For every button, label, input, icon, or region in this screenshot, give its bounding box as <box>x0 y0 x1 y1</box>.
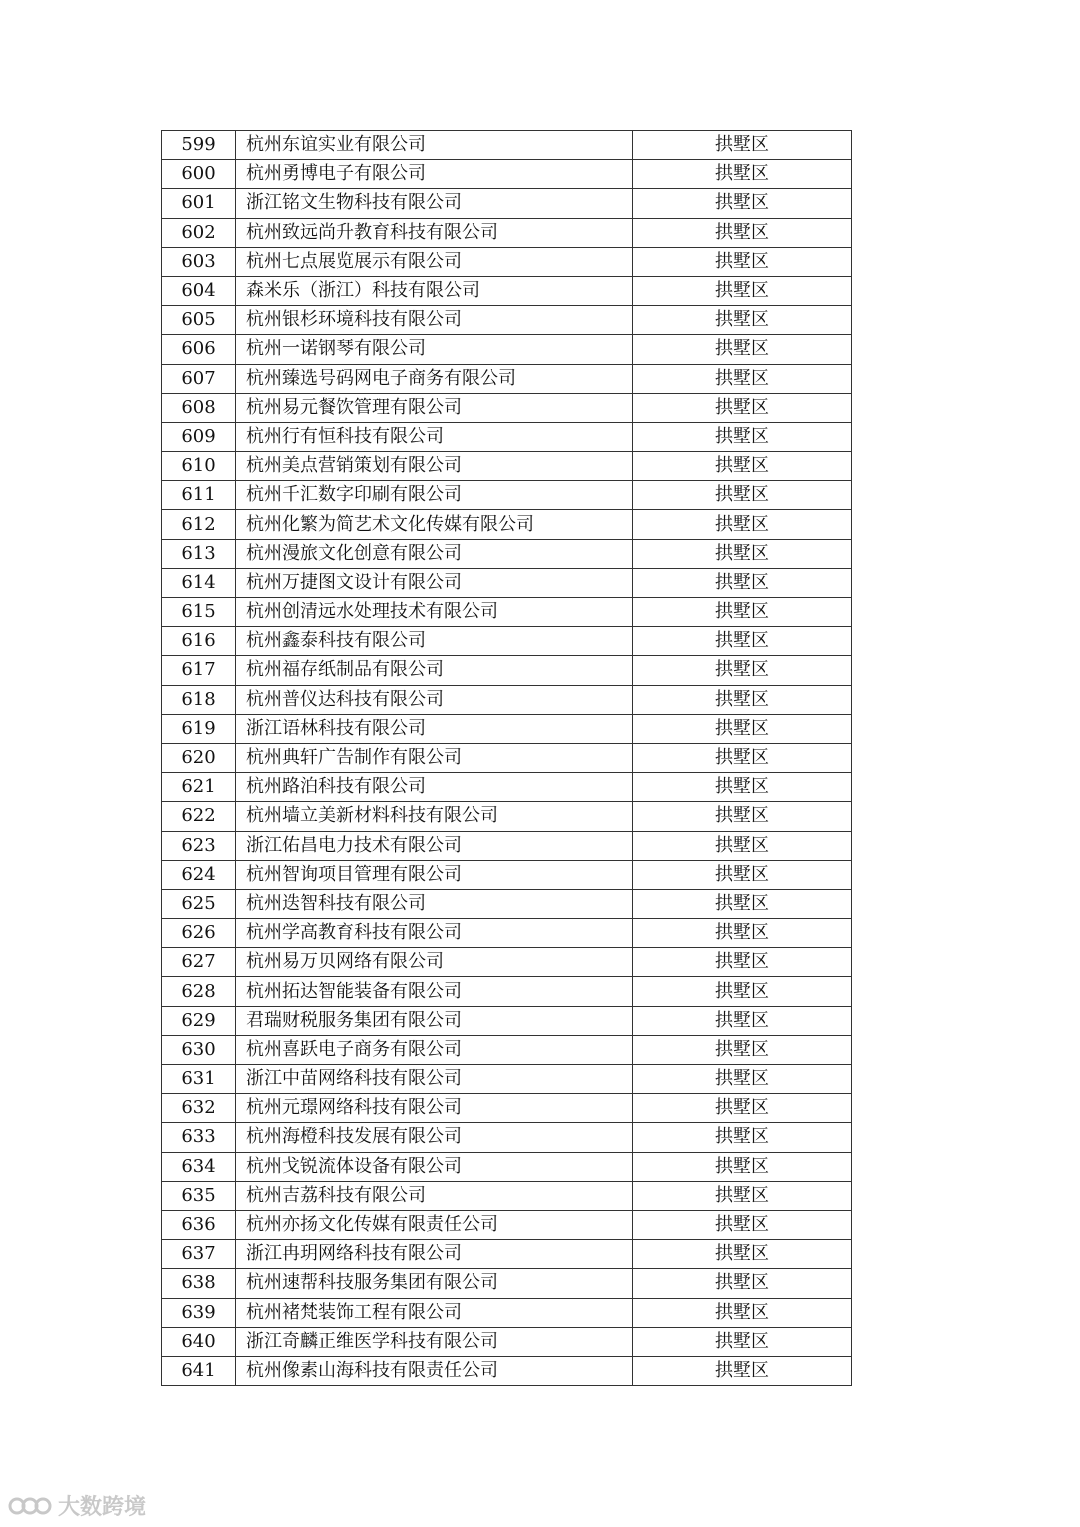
company-name: 杭州像素山海科技有限责任公司 <box>236 1356 633 1385</box>
table-row <box>162 860 852 889</box>
row-number: 608 <box>162 393 236 422</box>
table-row <box>162 1327 852 1356</box>
district: 拱墅区 <box>633 656 852 685</box>
company-name: 杭州勇博电子有限公司 <box>236 160 633 189</box>
company-name: 杭州易元餐饮管理有限公司 <box>236 393 633 422</box>
district: 拱墅区 <box>633 422 852 451</box>
district: 拱墅区 <box>633 1123 852 1152</box>
district: 拱墅区 <box>633 1094 852 1123</box>
company-name: 杭州褚梵装饰工程有限公司 <box>236 1298 633 1327</box>
company-name: 浙江佑昌电力技术有限公司 <box>236 831 633 860</box>
district: 拱墅区 <box>633 1035 852 1064</box>
district: 拱墅区 <box>633 1210 852 1239</box>
company-name: 杭州银杉环境科技有限公司 <box>236 306 633 335</box>
company-name: 杭州易万贝网络有限公司 <box>236 948 633 977</box>
district: 拱墅区 <box>633 1298 852 1327</box>
district: 拱墅区 <box>633 1065 852 1094</box>
company-name: 杭州化繁为简艺术文化传媒有限公司 <box>236 510 633 539</box>
row-number: 599 <box>162 131 236 160</box>
company-name: 杭州墙立美新材料科技有限公司 <box>236 802 633 831</box>
table-row <box>162 1123 852 1152</box>
row-number: 612 <box>162 510 236 539</box>
company-name: 杭州东谊实业有限公司 <box>236 131 633 160</box>
company-name: 浙江语林科技有限公司 <box>236 714 633 743</box>
table-row <box>162 1356 852 1385</box>
company-name: 杭州七点展览展示有限公司 <box>236 247 633 276</box>
district: 拱墅区 <box>633 1152 852 1181</box>
district: 拱墅区 <box>633 189 852 218</box>
row-number: 624 <box>162 860 236 889</box>
row-number: 620 <box>162 743 236 772</box>
row-number: 639 <box>162 1298 236 1327</box>
table-row <box>162 831 852 860</box>
district: 拱墅区 <box>633 481 852 510</box>
row-number: 611 <box>162 481 236 510</box>
table-row <box>162 510 852 539</box>
table-row <box>162 598 852 627</box>
table-row <box>162 1035 852 1064</box>
row-number: 621 <box>162 773 236 802</box>
row-number: 615 <box>162 598 236 627</box>
row-number: 603 <box>162 247 236 276</box>
district: 拱墅区 <box>633 364 852 393</box>
row-number: 605 <box>162 306 236 335</box>
district: 拱墅区 <box>633 860 852 889</box>
company-name: 君瑞财税服务集团有限公司 <box>236 1006 633 1035</box>
company-name: 浙江中苗网络科技有限公司 <box>236 1065 633 1094</box>
table-row <box>162 452 852 481</box>
company-name: 杭州鑫泰科技有限公司 <box>236 627 633 656</box>
table-row <box>162 393 852 422</box>
row-number: 635 <box>162 1181 236 1210</box>
company-name: 杭州创清远水处理技术有限公司 <box>236 598 633 627</box>
district: 拱墅区 <box>633 218 852 247</box>
district: 拱墅区 <box>633 889 852 918</box>
district: 拱墅区 <box>633 919 852 948</box>
table-row <box>162 218 852 247</box>
table-row <box>162 1240 852 1269</box>
company-table <box>161 130 852 1386</box>
table-row <box>162 627 852 656</box>
table-row <box>162 1152 852 1181</box>
district: 拱墅区 <box>633 685 852 714</box>
table-row <box>162 247 852 276</box>
row-number: 607 <box>162 364 236 393</box>
row-number: 633 <box>162 1123 236 1152</box>
table-row <box>162 889 852 918</box>
company-name: 杭州学高教育科技有限公司 <box>236 919 633 948</box>
company-name: 杭州万捷图文设计有限公司 <box>236 568 633 597</box>
district: 拱墅区 <box>633 743 852 772</box>
row-number: 630 <box>162 1035 236 1064</box>
company-name: 杭州漫旅文化创意有限公司 <box>236 539 633 568</box>
table-row <box>162 568 852 597</box>
table-row <box>162 919 852 948</box>
company-name: 杭州千汇数字印刷有限公司 <box>236 481 633 510</box>
row-number: 601 <box>162 189 236 218</box>
company-name: 杭州亦扬文化传媒有限责任公司 <box>236 1210 633 1239</box>
row-number: 600 <box>162 160 236 189</box>
district: 拱墅区 <box>633 977 852 1006</box>
row-number: 629 <box>162 1006 236 1035</box>
table-row <box>162 189 852 218</box>
company-name: 浙江奇麟正维医学科技有限公司 <box>236 1327 633 1356</box>
table-row <box>162 306 852 335</box>
district: 拱墅区 <box>633 306 852 335</box>
district: 拱墅区 <box>633 831 852 860</box>
district: 拱墅区 <box>633 276 852 305</box>
table-row <box>162 1065 852 1094</box>
district: 拱墅区 <box>633 773 852 802</box>
district: 拱墅区 <box>633 539 852 568</box>
district: 拱墅区 <box>633 1327 852 1356</box>
company-name: 杭州迭智科技有限公司 <box>236 889 633 918</box>
district: 拱墅区 <box>633 335 852 364</box>
row-number: 632 <box>162 1094 236 1123</box>
row-number: 636 <box>162 1210 236 1239</box>
row-number: 604 <box>162 276 236 305</box>
company-name: 杭州戈锐流体设备有限公司 <box>236 1152 633 1181</box>
table-row <box>162 422 852 451</box>
row-number: 628 <box>162 977 236 1006</box>
row-number: 622 <box>162 802 236 831</box>
district: 拱墅区 <box>633 568 852 597</box>
row-number: 614 <box>162 568 236 597</box>
table-row <box>162 656 852 685</box>
table-row <box>162 1210 852 1239</box>
row-number: 606 <box>162 335 236 364</box>
row-number: 637 <box>162 1240 236 1269</box>
company-name: 杭州典轩广告制作有限公司 <box>236 743 633 772</box>
table-row <box>162 1006 852 1035</box>
row-number: 619 <box>162 714 236 743</box>
district: 拱墅区 <box>633 131 852 160</box>
table-row <box>162 160 852 189</box>
company-name: 杭州元璟网络科技有限公司 <box>236 1094 633 1123</box>
company-name: 浙江冉玥网络科技有限公司 <box>236 1240 633 1269</box>
table-row <box>162 364 852 393</box>
district: 拱墅区 <box>633 1240 852 1269</box>
watermark <box>8 1490 146 1521</box>
row-number: 631 <box>162 1065 236 1094</box>
district: 拱墅区 <box>633 802 852 831</box>
table-row <box>162 714 852 743</box>
row-number: 623 <box>162 831 236 860</box>
table-body <box>162 131 852 1386</box>
company-name: 杭州拓达智能装备有限公司 <box>236 977 633 1006</box>
row-number: 638 <box>162 1269 236 1298</box>
table-row <box>162 539 852 568</box>
district: 拱墅区 <box>633 160 852 189</box>
row-number: 617 <box>162 656 236 685</box>
company-name: 杭州速帮科技服务集团有限公司 <box>236 1269 633 1298</box>
table-row <box>162 1269 852 1298</box>
district: 拱墅区 <box>633 1181 852 1210</box>
table-row <box>162 1181 852 1210</box>
watermark-text: 大数跨境 <box>58 1495 147 1520</box>
company-name: 杭州福存纸制品有限公司 <box>236 656 633 685</box>
row-number: 613 <box>162 539 236 568</box>
district: 拱墅区 <box>633 1269 852 1298</box>
district: 拱墅区 <box>633 1356 852 1385</box>
company-name: 杭州普仪达科技有限公司 <box>236 685 633 714</box>
district: 拱墅区 <box>633 714 852 743</box>
district: 拱墅区 <box>633 247 852 276</box>
table-row <box>162 773 852 802</box>
row-number: 625 <box>162 889 236 918</box>
company-name: 杭州行有恒科技有限公司 <box>236 422 633 451</box>
table-row <box>162 977 852 1006</box>
row-number: 634 <box>162 1152 236 1181</box>
district: 拱墅区 <box>633 510 852 539</box>
table-row <box>162 802 852 831</box>
company-name: 浙江铭文生物科技有限公司 <box>236 189 633 218</box>
district: 拱墅区 <box>633 393 852 422</box>
row-number: 602 <box>162 218 236 247</box>
row-number: 618 <box>162 685 236 714</box>
row-number: 610 <box>162 452 236 481</box>
table-row <box>162 1094 852 1123</box>
row-number: 616 <box>162 627 236 656</box>
district: 拱墅区 <box>633 948 852 977</box>
row-number: 641 <box>162 1356 236 1385</box>
watermark-logo-icon <box>8 1493 52 1519</box>
row-number: 640 <box>162 1327 236 1356</box>
table-row <box>162 335 852 364</box>
company-name: 杭州一诺钢琴有限公司 <box>236 335 633 364</box>
table-row <box>162 948 852 977</box>
company-name: 杭州喜跃电子商务有限公司 <box>236 1035 633 1064</box>
table-row <box>162 1298 852 1327</box>
company-name: 杭州臻选号码网电子商务有限公司 <box>236 364 633 393</box>
district: 拱墅区 <box>633 1006 852 1035</box>
table-row <box>162 276 852 305</box>
company-name: 森米乐（浙江）科技有限公司 <box>236 276 633 305</box>
row-number: 627 <box>162 948 236 977</box>
district: 拱墅区 <box>633 627 852 656</box>
company-name: 杭州美点营销策划有限公司 <box>236 452 633 481</box>
company-name: 杭州智询项目管理有限公司 <box>236 860 633 889</box>
district: 拱墅区 <box>633 452 852 481</box>
table-row <box>162 743 852 772</box>
table-row <box>162 685 852 714</box>
company-name: 杭州致远尚升教育科技有限公司 <box>236 218 633 247</box>
company-name: 杭州吉荔科技有限公司 <box>236 1181 633 1210</box>
row-number: 609 <box>162 422 236 451</box>
district: 拱墅区 <box>633 598 852 627</box>
row-number: 626 <box>162 919 236 948</box>
company-name: 杭州海橙科技发展有限公司 <box>236 1123 633 1152</box>
table-row <box>162 131 852 160</box>
company-name: 杭州路泊科技有限公司 <box>236 773 633 802</box>
table-row <box>162 481 852 510</box>
